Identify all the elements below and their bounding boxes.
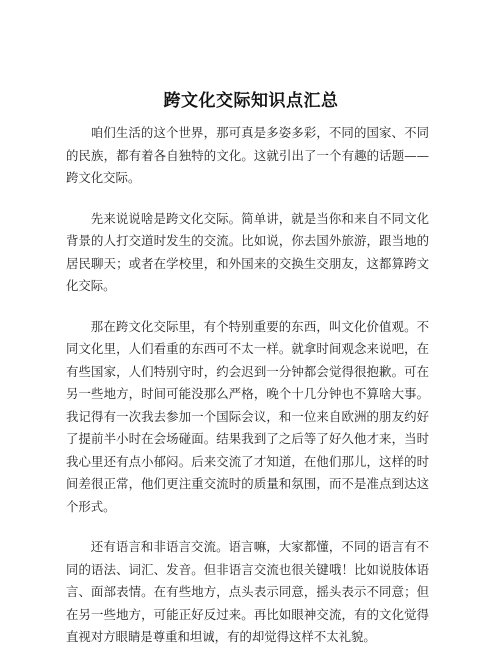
paragraph-definition: 先来说说啥是跨文化交际。简单讲，就是当你和来自不同文化背景的人打交道时发生的交流。比如说，你去国外旅游，跟当地的居民聊天；或者在学校里，和外国来的交换生交朋友，这都算跨文化交际。 xyxy=(66,210,429,293)
document-title: 跨文化交际知识点汇总 xyxy=(163,91,339,111)
paragraph-communication: 还有语言和非语言交流。语言嘛，大家都懂，不同的语言有不同的语法、词汇、发音。但非语言交流也很关键哦！比如说肢体语言、面部表情。在有些地方，点头表示同意，摇头表示不同意；但在另一些地方，可能正好反过来。再比如眼神交流，有的文化觉得直视对方眼睛是尊重和坦诚，有的却觉得这样不太礼貌。 xyxy=(66,539,429,644)
paragraph-intro: 咱们生活的这个世界，那可真是多姿多彩，不同的国家、不同的民族，都有着各自独特的文化。这就引出了一个有趣的话题——跨文化交际。 xyxy=(66,125,429,185)
paragraph-values: 那在跨文化交际里，有个特别重要的东西，叫文化价值观。不同文化里，人们看重的东西可不太一样。就拿时间观念来说吧，在有些国家，人们特别守时，约会迟到一分钟都会觉得很抱歉。可在另一些地方，时间可能没那么严格，晚个十几分钟也不算啥大事。我记得有一次我去参加一个国际会议，和一位来自欧洲的朋友约好了提前半小时在会场碰面。结果我到了之后等了好久他才来，当时我心里还有点小郁闷。后来交流了才知道，在他们那儿，这样的时间差很正常，他们更注重交流时的质量和氛围，而不是准点到达这个形式。 xyxy=(66,318,429,514)
document-body xyxy=(66,122,429,667)
